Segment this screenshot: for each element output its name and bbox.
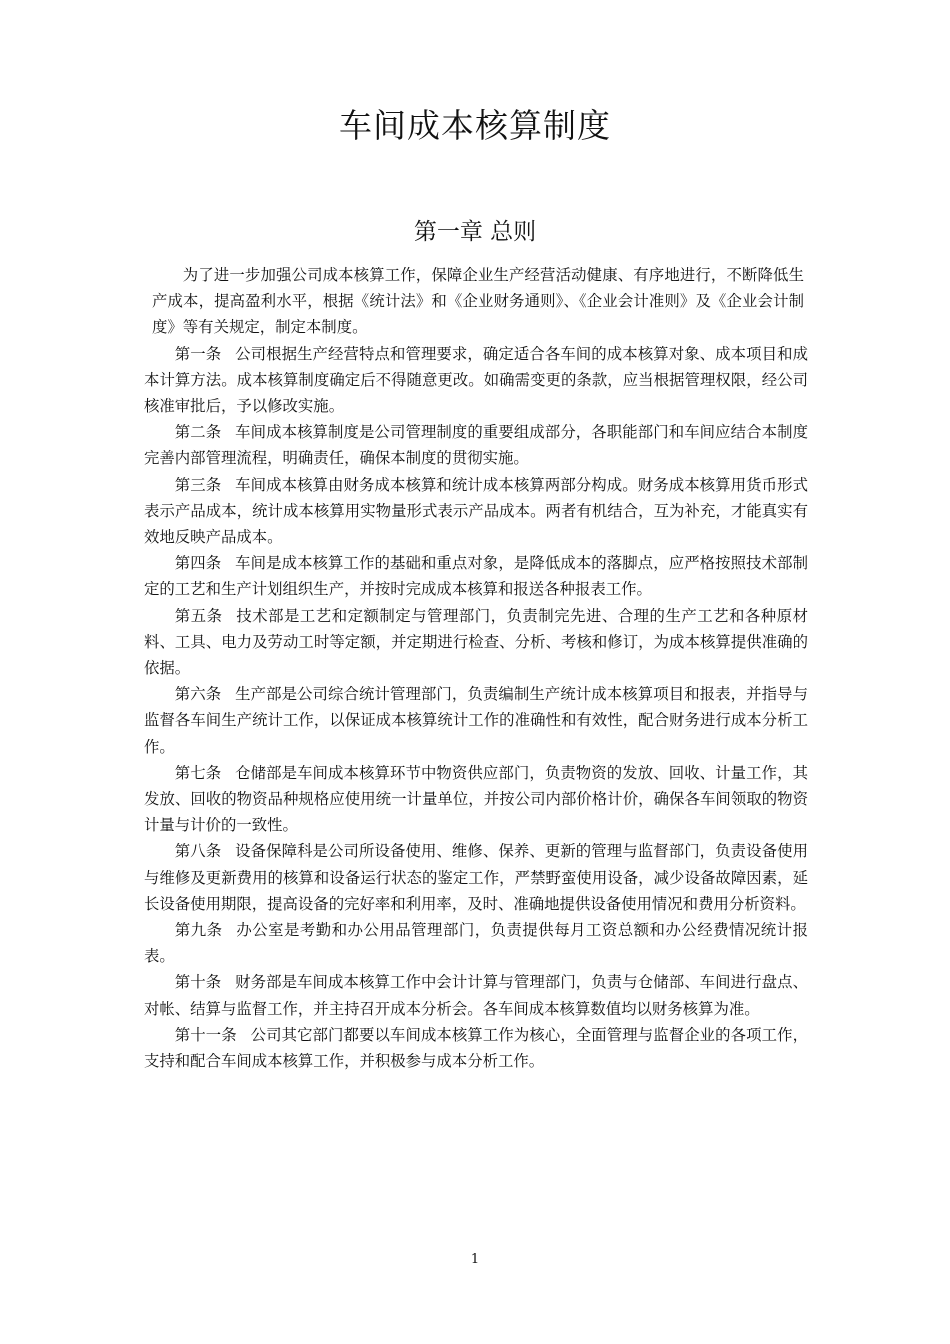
article-5 (144, 603, 808, 682)
intro-paragraph: 为了进一步加强公司成本核算工作，保障企业生产经营活动健康、有序地进行，不断降低生产成本，提高盈利水平，根据《统计法》和《企业财务通则》、《企业会计准则》及《企业会计制度》等有关规定，制定本制度。 (152, 266, 804, 337)
article-text: 公司其它部门都要以车间成本核算工作为核心，全面管理与监督企业的各项工作，支持和配合车间成本核算工作，并积极参与成本分析工作。 (144, 1025, 808, 1071)
article-text: 公司根据生产经营特点和管理要求，确定适合各车间的成本核算对象、成本项目和成本计算方法。成本核算制度确定后不得随意更改。如确需变更的条款，应当根据管理权限，经公司核准审批后，予以修改实施。 (144, 344, 808, 416)
article-number: 第一条 (174, 344, 222, 363)
article-number: 第五条 (174, 606, 223, 625)
article-10 (144, 969, 808, 1021)
article-number: 第七条 (174, 763, 222, 782)
article-text: 车间成本核算由财务成本核算和统计成本核算两部分构成。财务成本核算用货币形式表示产品成本，统计成本核算用实物量形式表示产品成本。两者有机结合，互为补充，才能真实有效地反映产品成本。 (144, 475, 808, 547)
article-text: 技术部是工艺和定额制定与管理部门，负责制完先进、合理的生产工艺和各种原材料、工具、电力及劳动工时等定额，并定期进行检查、分析、考核和修订，为成本核算提供准确的依据。 (144, 606, 808, 678)
article-11 (144, 1022, 808, 1074)
article-text: 设备保障科是公司所设备使用、维修、保养、更新的管理与监督部门，负责设备使用与维修及更新费用的核算和设备运行状态的鉴定工作，严禁野蛮使用设备，减少设备故障因素，延长设备使用期限，提高设备的完好率和利用率，及时、准确地提供设备使用情况和费用分析资料。 (144, 842, 808, 913)
article-number: 第十条 (174, 973, 222, 992)
page-number: 1 (470, 1252, 480, 1267)
article-number: 第八条 (174, 842, 222, 861)
document-body (144, 262, 808, 1074)
article-number: 第十一条 (174, 1025, 237, 1044)
article-4 (144, 550, 808, 602)
article-text: 办公室是考勤和办公用品管理部门，负责提供每月工资总额和办公经费情况统计报表。 (144, 921, 808, 966)
article-text: 车间成本核算制度是公司管理制度的重要组成部分，各职能部门和车间应结合本制度完善内部管理流程，明确责任，确保本制度的贯彻实施。 (144, 423, 808, 468)
article-number: 第四条 (174, 554, 222, 573)
article-number: 第二条 (174, 423, 222, 442)
article-9 (144, 917, 808, 969)
article-8 (144, 838, 808, 917)
article-2 (144, 419, 808, 471)
article-text: 仓储部是车间成本核算环节中物资供应部门，负责物资的发放、回收、计量工作，其发放、回收的物资品种规格应使用统一计量单位，并按公司内部价格计价，确保各车间领取的物资计量与计价的一致性。 (144, 763, 808, 835)
article-text: 财务部是车间成本核算工作中会计计算与管理部门，负责与仓储部、车间进行盘点、对帐、结算与监督工作，并主持召开成本分析会。各车间成本核算数值均以财务核算为准。 (144, 973, 808, 1018)
article-7 (144, 760, 808, 839)
article-number: 第六条 (174, 685, 222, 704)
article-1 (144, 341, 808, 420)
article-number: 第三条 (174, 475, 222, 494)
article-6 (144, 681, 808, 760)
article-3 (144, 472, 808, 551)
article-number: 第九条 (174, 921, 223, 940)
article-text: 车间是成本核算工作的基础和重点对象，是降低成本的落脚点，应严格按照技术部制定的工艺和生产计划组织生产，并按时完成成本核算和报送各种报表工作。 (144, 554, 808, 599)
document-title: 车间成本核算制度 (339, 106, 611, 145)
article-text: 生产部是公司综合统计管理部门，负责编制生产统计成本核算项目和报表，并指导与监督各车间生产统计工作，以保证成本核算统计工作的准确性和有效性，配合财务进行成本分析工作。 (144, 685, 808, 756)
chapter-title: 第一章 总则 (413, 219, 537, 245)
